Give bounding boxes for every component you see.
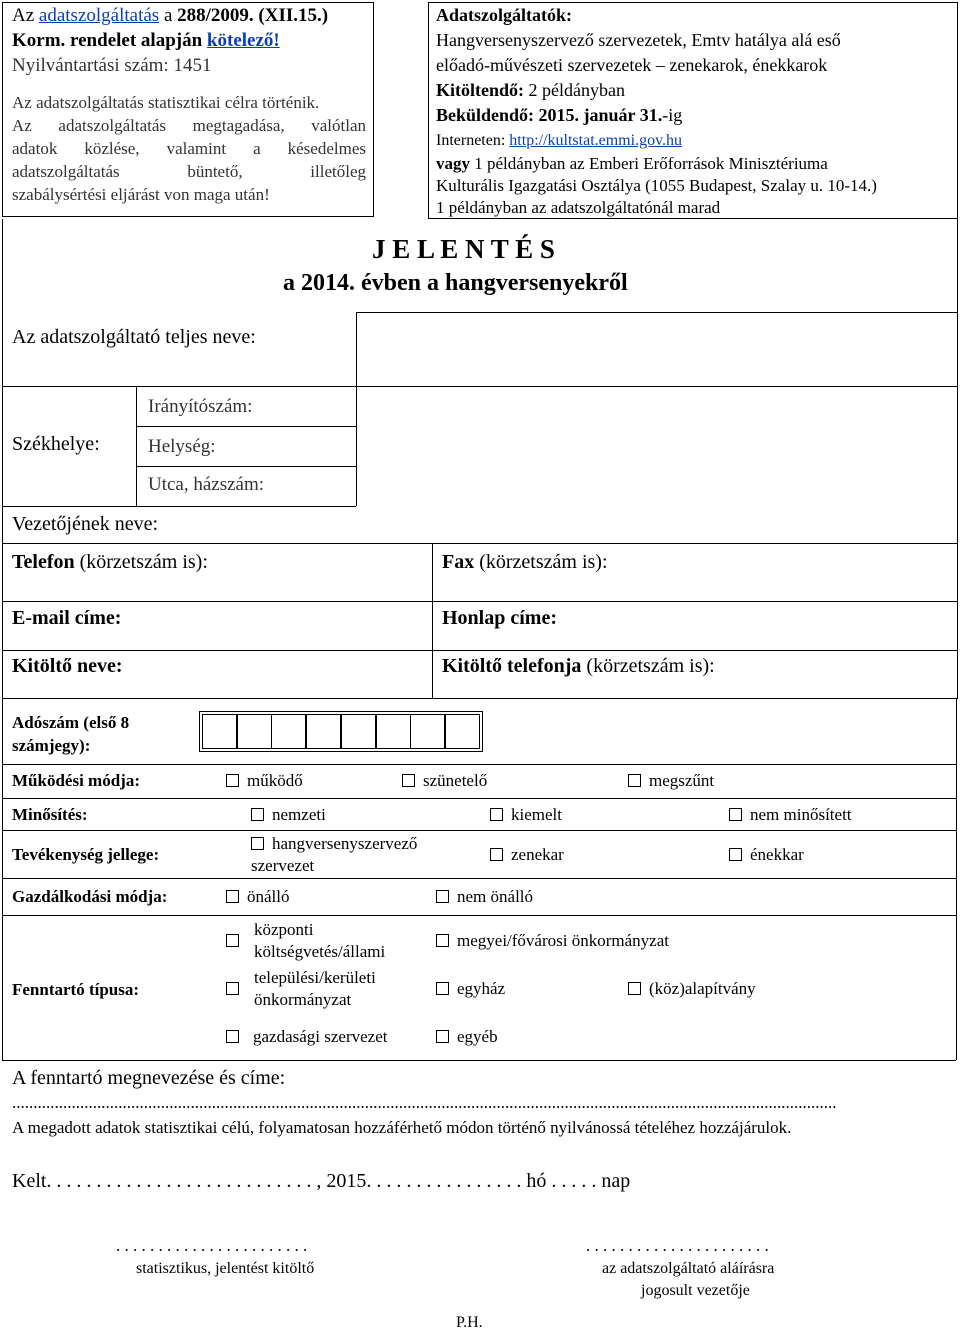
address-divider	[356, 386, 357, 506]
fenntarto-telepulesi-line1: települési/kerületi	[254, 968, 376, 987]
minosites-option-kiemelt[interactable]: kiemelt	[490, 805, 562, 825]
checkbox-icon[interactable]	[436, 890, 449, 903]
kotelezo-link[interactable]: kötelező!	[206, 30, 280, 51]
fenntarto-option-gazdasagi[interactable]: gazdasági szervezet	[226, 1027, 388, 1047]
iranyitoszam-label: Irányítószám:	[148, 396, 253, 417]
fenntarto-kozponti-line1: központi	[254, 920, 314, 939]
legal-line-4: Az adatszolgáltatás statisztikai célra történik.	[12, 93, 320, 112]
tevekenyseg-label: Tevékenység jellege:	[12, 845, 160, 864]
fenntarto-telepulesi-line2: önkormányzat	[254, 990, 352, 1009]
contact-divider	[432, 543, 433, 698]
checkbox-icon[interactable]	[436, 982, 449, 995]
signature-label-right-2: jogosult vezetője	[641, 1282, 750, 1299]
legal-line-1: Az adatszolgáltatás a 288/2009. (XII.15.)	[12, 5, 329, 26]
adoszam-label-2: számjegy):	[12, 736, 91, 755]
gazdalkodasi-label: Gazdálkodási módja:	[12, 887, 168, 906]
form-right-border	[957, 219, 958, 699]
kitolto-telefon-label: Kitöltő telefonja (körzetszám is):	[442, 655, 715, 677]
checkbox-icon[interactable]	[402, 774, 415, 787]
checkbox-icon[interactable]	[490, 808, 503, 821]
info-line-3: előadó-művészeti szervezetek – zenekarok, énekkarok	[436, 55, 828, 75]
checkbox-icon[interactable]	[436, 934, 449, 947]
checkbox-icon[interactable]	[729, 848, 742, 861]
registration-number: Nyilvántartási szám: 1451	[12, 55, 212, 76]
legal-line-8: szabálysértési eljárást von maga után!	[12, 185, 270, 204]
consent-text: A megadott adatok statisztikai célú, folyamatosan hozzáférhető módon történő nyilvánossá tételéhez hozzájárulok.	[12, 1118, 792, 1137]
fenntarto-label: Fenntartó típusa:	[12, 980, 140, 999]
utca-label: Utca, házszám:	[148, 474, 265, 495]
options-line-1	[2, 764, 956, 765]
helyseg-label: Helység:	[148, 436, 216, 457]
info-line-8: vagy 1 példányban az Emberi Erőforrások Minisztériuma	[436, 154, 828, 173]
adoszam-outer-frame	[199, 711, 483, 752]
options-line-4	[2, 878, 956, 879]
tevekenyseg-option-enekkar[interactable]: énekkar	[729, 845, 804, 865]
row-line-6	[2, 650, 958, 651]
email-label: E-mail címe:	[12, 607, 122, 629]
options-line-6	[2, 1060, 956, 1061]
gazdalkodasi-option-nem-onallo[interactable]: nem önálló	[436, 887, 533, 907]
address-field[interactable]	[360, 389, 954, 503]
honlap-label: Honlap címe:	[442, 607, 557, 629]
legal-line-6: adatok közlése, valamint a késedelmes	[12, 139, 366, 158]
tevekenyseg-option-hangversenyszervezo-line2: szervezet	[251, 856, 315, 875]
full-name-field[interactable]	[360, 315, 954, 383]
stamp-placeholder: P.H.	[456, 1314, 483, 1331]
row-line-5	[2, 601, 958, 602]
szekhely-divider	[136, 386, 137, 506]
row-line-3	[2, 506, 356, 507]
form-left-border	[2, 219, 3, 699]
info-line-2: Hangversenyszervező szervezetek, Emtv hatálya alá eső	[436, 30, 841, 50]
row-line-1	[356, 312, 958, 313]
fenntarto-option-egyeb[interactable]: egyéb	[436, 1027, 498, 1047]
options-line-5	[2, 915, 956, 916]
report-subtitle: a 2014. évben a hangversenyekről	[283, 270, 628, 296]
options-right-border	[956, 698, 957, 1060]
fenntarto-kozponti-checkbox-icon[interactable]	[226, 934, 239, 947]
fenntarto-option-alapitvany[interactable]: (köz)alapítvány	[628, 979, 756, 999]
kultstat-link[interactable]: http://kultstat.emmi.gov.hu	[509, 132, 683, 149]
legal-line-7: adatszolgáltatás büntető, illetőleg	[12, 162, 366, 181]
mukodesi-option-szunetelo[interactable]: szünetelő	[402, 771, 487, 791]
fenntarto-nev-dots[interactable]: ..................................................................................................................................................................................................	[12, 1094, 837, 1111]
checkbox-icon[interactable]	[628, 982, 641, 995]
signature-dots-right: . . . . . . . . . . . . . . . . . . . . . .	[586, 1236, 769, 1255]
checkbox-icon[interactable]	[226, 890, 239, 903]
bekuldendo-line: Beküldendő: 2015. január 31.-ig	[436, 105, 683, 125]
checkbox-icon[interactable]	[490, 848, 503, 861]
info-line-9: Kulturális Igazgatási Osztálya (1055 Budapest, Szalay u. 10-14.)	[436, 176, 877, 195]
fenntarto-option-megyei[interactable]: megyei/fővárosi önkormányzat	[436, 931, 669, 951]
signature-label-right-1: az adatszolgáltató aláírásra	[602, 1260, 775, 1277]
internet-line: Interneten: http://kultstat.emmi.gov.hu	[436, 132, 683, 149]
adoszam-label-1: Adószám (első 8	[12, 713, 130, 732]
minosites-option-nemzeti[interactable]: nemzeti	[251, 805, 326, 825]
legal-line-5: Az adatszolgáltatás megtagadása, valótlan	[12, 116, 366, 135]
checkbox-icon[interactable]	[226, 1030, 239, 1043]
szekhelye-label: Székhelye:	[12, 433, 100, 455]
legal-line-2: Korm. rendelet alapján kötelező!	[12, 30, 280, 51]
checkbox-icon[interactable]	[251, 837, 264, 850]
address-line-1	[136, 426, 356, 427]
vezeto-label: Vezetőjének neve:	[12, 513, 159, 535]
checkbox-icon[interactable]	[251, 808, 264, 821]
tevekenyseg-option-zenekar[interactable]: zenekar	[490, 845, 564, 865]
row-line-4	[2, 543, 958, 544]
signature-dots-left: . . . . . . . . . . . . . . . . . . . . . . .	[116, 1236, 308, 1255]
fenntarto-option-egyhaz[interactable]: egyház	[436, 979, 505, 999]
mukodesi-label: Működési módja:	[12, 771, 140, 790]
full-name-label: Az adatszolgáltató teljes neve:	[12, 326, 256, 348]
minosites-option-nem-minositett[interactable]: nem minősített	[729, 805, 852, 825]
kelt-line[interactable]: Kelt. . . . . . . . . . . . . . . . . . . . . . . . . . . , 2015. . . . . . . . . . . . . . . . hó . . . . . nap	[12, 1170, 631, 1192]
checkbox-icon[interactable]	[436, 1030, 449, 1043]
fenntarto-telepulesi-checkbox-icon[interactable]	[226, 982, 239, 995]
address-line-2	[136, 466, 356, 467]
info-line-10: 1 példányban az adatszolgáltatónál marad	[436, 198, 721, 217]
row-line-2	[2, 386, 958, 387]
options-line-3	[2, 830, 956, 831]
mukodesi-option-mukodo[interactable]: működő	[226, 771, 303, 791]
checkbox-icon[interactable]	[628, 774, 641, 787]
fax-label: Fax (körzetszám is):	[442, 551, 608, 573]
checkbox-icon[interactable]	[729, 808, 742, 821]
kitolto-label: Kitöltő neve:	[12, 655, 123, 677]
adatszolgaltatok-heading: Adatszolgáltatók:	[436, 5, 572, 25]
adatszolgaltatas-link[interactable]: adatszolgáltatás	[38, 5, 160, 26]
minosites-label: Minősítés:	[12, 805, 88, 824]
name-divider	[356, 312, 357, 386]
telefon-label: Telefon (körzetszám is):	[12, 551, 208, 573]
options-line-2	[2, 798, 956, 799]
gazdalkodasi-option-onallo[interactable]: önálló	[226, 887, 290, 907]
fenntarto-nev-label: A fenntartó megnevezése és címe:	[12, 1067, 286, 1089]
tevekenyseg-option-hangversenyszervezo[interactable]: hangversenyszervező	[251, 834, 417, 854]
report-title: J E L E N T É S	[372, 234, 555, 264]
options-left-border	[2, 698, 3, 1060]
checkbox-icon[interactable]	[226, 774, 239, 787]
mukodesi-option-megszunt[interactable]: megszűnt	[628, 771, 714, 791]
fenntarto-kozponti-line2: költségvetés/állami	[254, 942, 386, 961]
kitoltendo-line: Kitöltendő: 2 példányban	[436, 80, 625, 100]
signature-label-left: statisztikus, jelentést kitöltő	[136, 1260, 315, 1277]
row-line-7	[2, 698, 958, 699]
